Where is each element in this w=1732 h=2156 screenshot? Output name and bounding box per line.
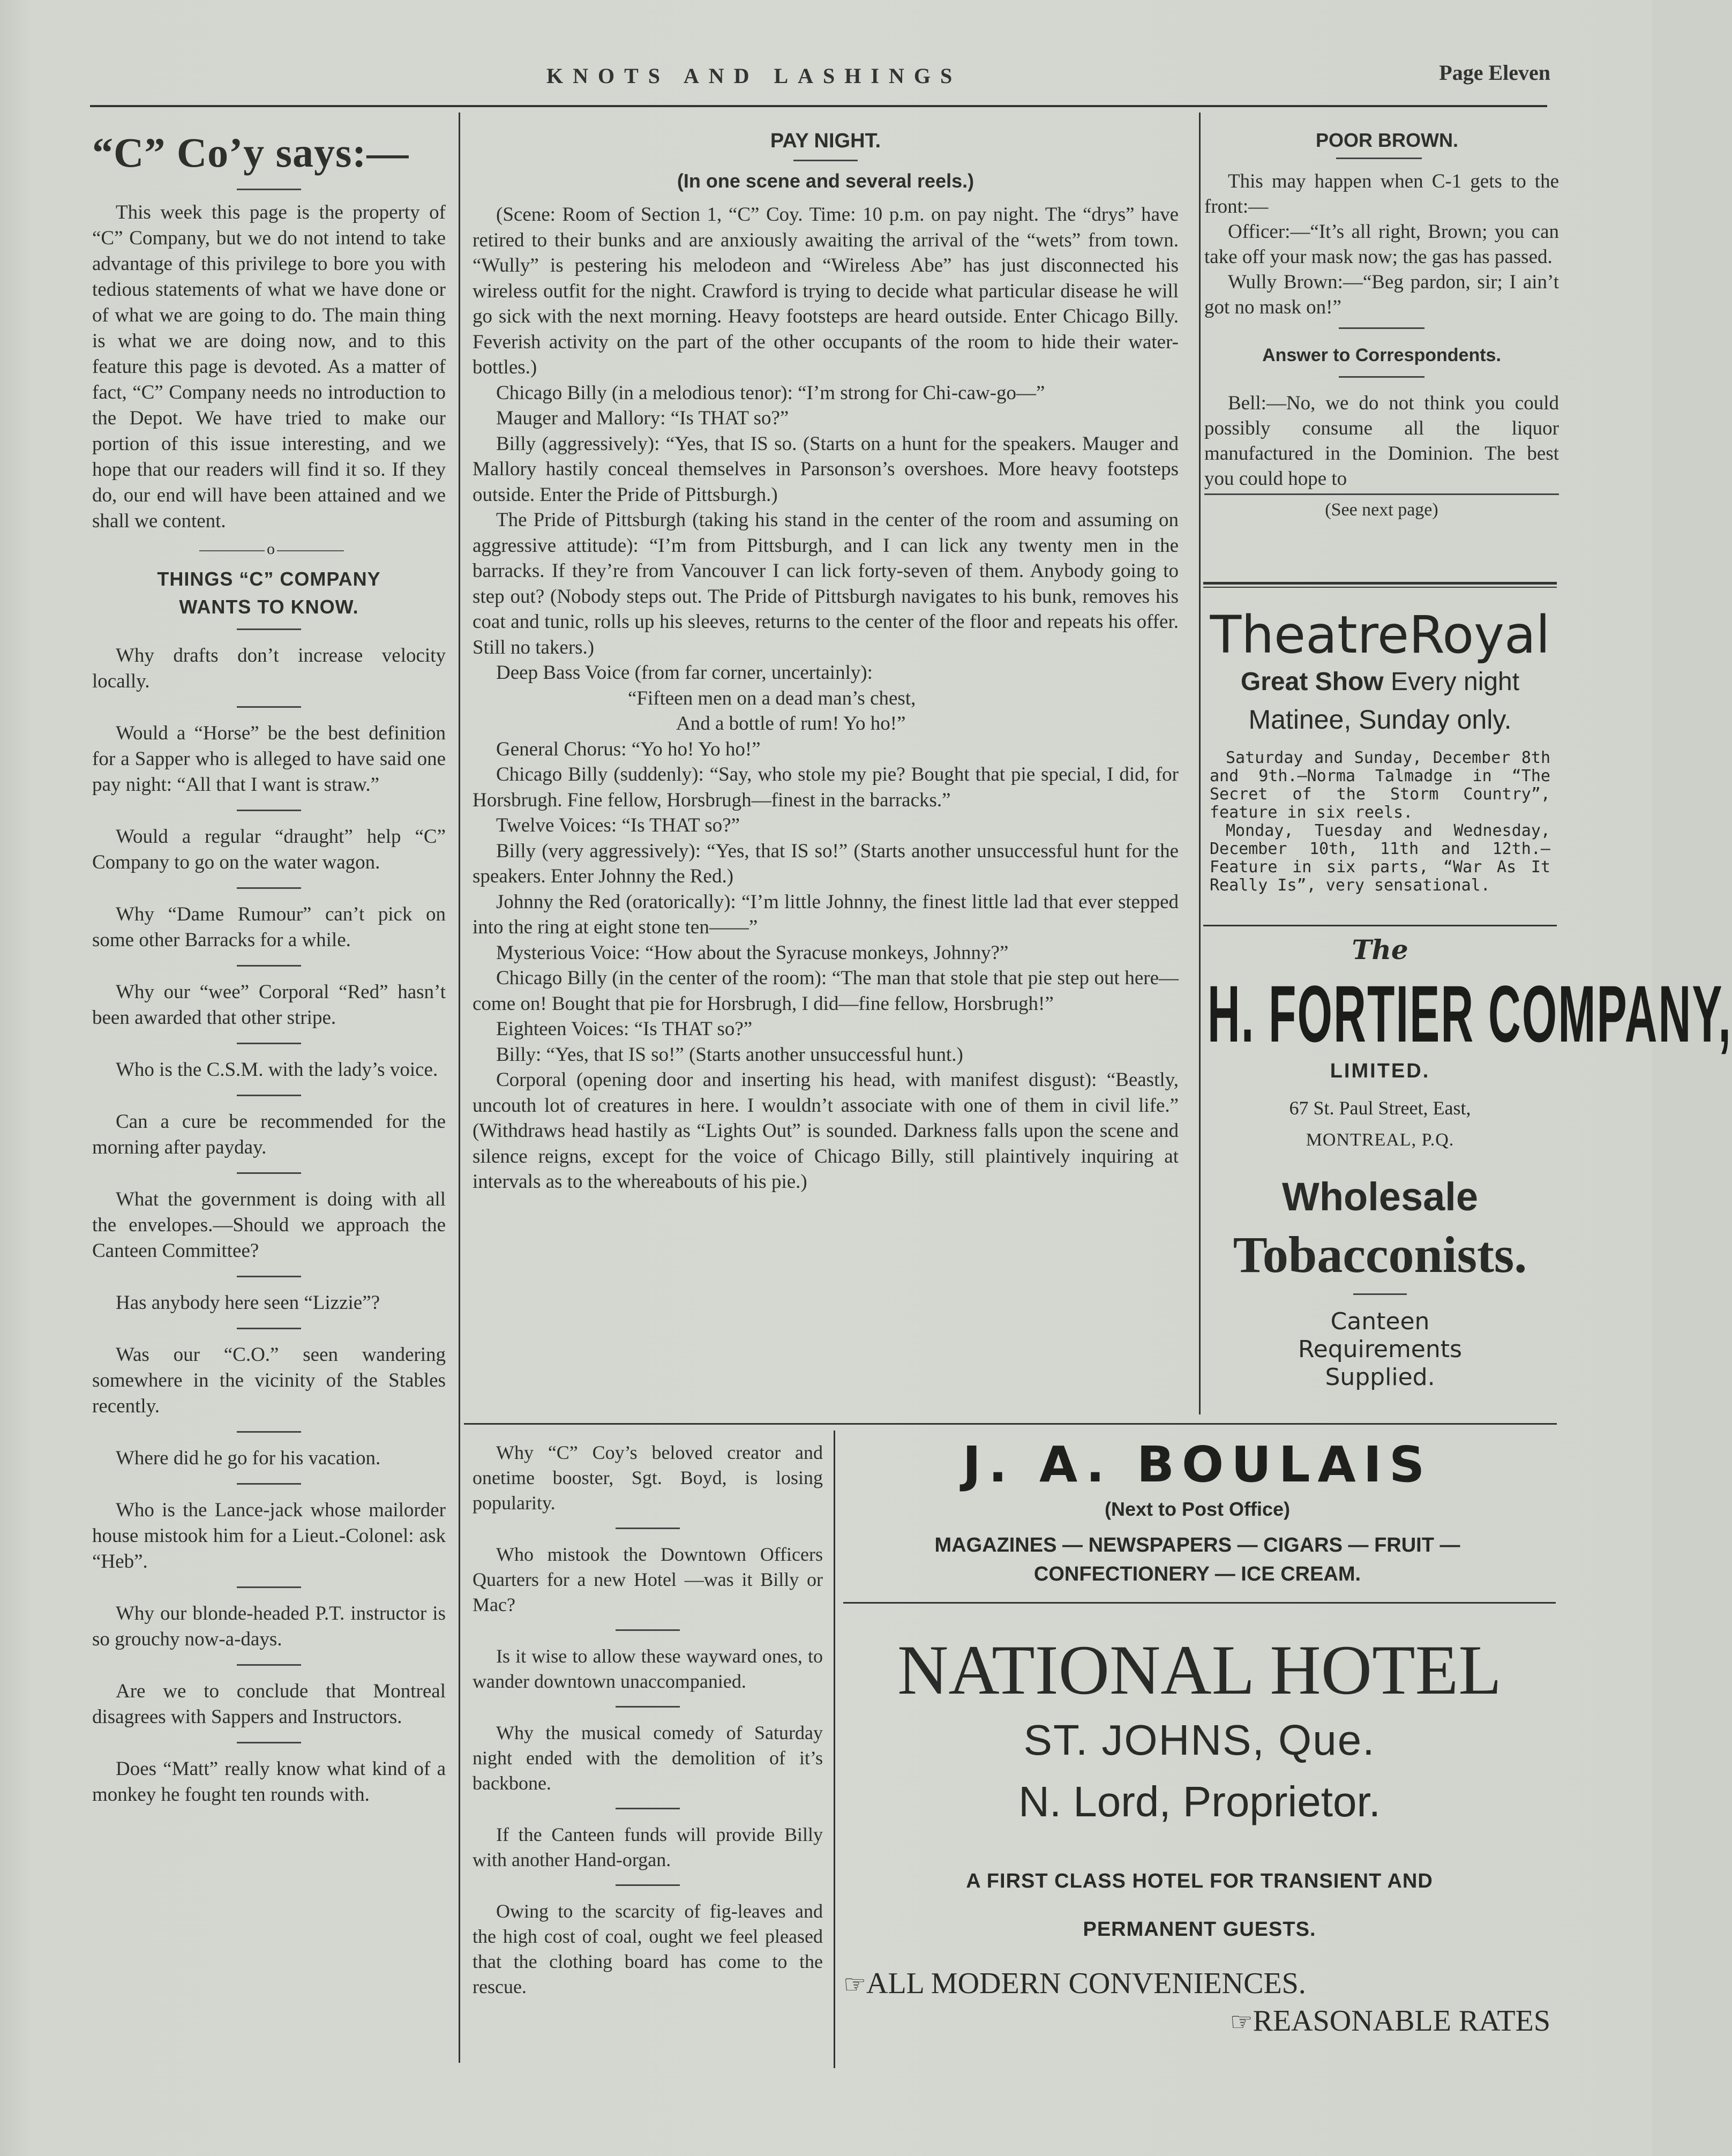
divider-mark: o [265, 536, 277, 562]
question-item: What the government is doing with all the envelopes.—Should we approach the Canteen Committee? [92, 1188, 446, 1262]
theatre-program: Monday, Tuesday and Wednesday, December 10th, 11th and 12th.—Feature in six parts, “War As It Really Is”, very sensational. [1210, 821, 1550, 895]
header-rule [90, 105, 1547, 107]
separator [237, 1172, 301, 1174]
poor-brown-title: POOR BROWN. [1316, 129, 1458, 151]
separator [237, 706, 301, 708]
separator [1339, 376, 1424, 378]
poor-brown-paragraph: This may happen when C-1 gets to the front:— [1204, 170, 1559, 218]
play-paragraph: Billy (very aggressively): “Yes, that IS so!” (Starts another unsuccessful hunt for the speakers. Enter Johnny the Red.) [473, 840, 1179, 887]
separator [237, 1483, 301, 1485]
separator [237, 1431, 301, 1433]
separator [237, 189, 301, 190]
canteen-line: Requirements [1298, 1336, 1462, 1363]
separator [237, 1276, 301, 1277]
o-divider [92, 538, 446, 560]
play-paragraph: Mysterious Voice: “How about the Syracuse monkeys, Johnny?” [496, 941, 1009, 964]
amenity-text: ALL MODERN CONVENIENCES. [866, 1967, 1306, 2000]
separator [616, 1808, 680, 1809]
boulais-location: (Next to Post Office) [1104, 1498, 1291, 1520]
boulais-name: J. A. BOULAIS [962, 1436, 1433, 1493]
separator [616, 1706, 680, 1708]
fortier-limited: LIMITED. [1330, 1060, 1430, 1082]
fortier-city: MONTREAL, P.Q. [1306, 1130, 1454, 1150]
poor-brown-paragraph: Wully Brown:—“Beg pardon, sir; I ain’t got no mask on!” [1204, 271, 1559, 318]
theatre-royal-ad [1203, 605, 1557, 895]
amenity-line-2 [843, 2002, 1556, 2041]
hotel-class: PERMANENT GUESTS. [1083, 1918, 1316, 1941]
left-column [92, 129, 446, 1820]
canteen-line: Supplied. [1325, 1364, 1435, 1391]
separator [237, 965, 301, 967]
question-item: Who is the C.S.M. with the lady’s voice. [116, 1059, 438, 1081]
play-paragraph: Mauger and Mallory: “Is THAT so?” [496, 407, 789, 429]
separator [237, 1043, 301, 1044]
great-show-line [1203, 664, 1557, 700]
separator [793, 160, 858, 161]
question-item: Why drafts don’t increase velocity locally. [92, 645, 446, 692]
question-item: Are we to conclude that Montreal disagrees with Sappers and Instructors. [92, 1680, 446, 1728]
play-paragraph: Twelve Voices: “Is THAT so?” [496, 814, 740, 836]
answer-paragraph: Bell:—No, we do not think you could possibly consume all the liquor manufactured in the Dominion. The best you could hope to [1204, 392, 1559, 490]
amenity-line-1 [843, 1966, 1556, 2002]
poor-brown-column [1199, 126, 1559, 522]
pointing-hand-icon: ☞ [1229, 2007, 1253, 2037]
amenity-text: REASONABLE RATES [1253, 2004, 1550, 2038]
play-paragraph: Corporal (opening door and inserting his head, with manifest disgust): “Beastly, uncouth lot of creatures in here. I wouldn’t associate with one of them in civil life.” (Withdraws head hastily as “Lights Out” is sounded. Darkness falls upon the scene and silence reigns, except for the voice of Chicago Billy, still plaintively inquiring at intervals as to the whereabouts of his pie.) [473, 1069, 1179, 1193]
question-item: Why the musical comedy of Saturday night ended with the demolition of it’s backbone. [473, 1722, 823, 1794]
separator [1353, 1293, 1407, 1295]
separator [237, 1586, 301, 1588]
question-item: Has anybody here seen “Lizzie”? [116, 1292, 380, 1314]
question-item: Does “Matt” really know what kind of a monkey he fought ten rounds with. [92, 1758, 446, 1806]
rule [843, 1602, 1556, 1604]
page-number: Page Eleven [1439, 61, 1550, 85]
play-paragraph: The Pride of Pittsburgh (taking his stand in the center of the room and assuming on aggressive attitude): “I’m from Pittsburgh, and I can lick any twenty men in the barracks. If they’re from Vancouver I can lick forty-seven of them. Anybody going to step out? (Nobody steps out. The Pride of Pittsburgh navigates to his bunk, removes his coat and tunic, rolls up his sleeves, returns to the center of the floor and repeats his offer. Still no takers.) [473, 509, 1179, 658]
separator [1339, 327, 1424, 329]
play-paragraph: Johnny the Red (oratorically): “I’m little Johnny, the finest little lad that ever stepped into the ring at eight stone ten——” [473, 890, 1179, 938]
fortier-address: 67 St. Paul Street, East, [1289, 1097, 1471, 1119]
intro-paragraph: This week this page is the property of “C” Company, but we do not intend to take advantage of this privilege to bore you with tedious statements of what we have done or of what we are going to do. The main thing is what we are doing now, and to this feature this page is devoted. As a matter of fact, “C” Company needs no introduction to the Depot. We have tried to make our portion of this issue interesting, and we hope that our readers will find it so. If they do, our end will have been attained and we shall we content. [92, 201, 446, 532]
play-paragraph: (Scene: Room of Section 1, “C” Coy. Time: 10 p.m. on pay night. The “drys” have retired to their bunks and are anxiously awaiting the arrival of the “wets” from town. “Wully” is pestering his melodeon and “Wireless Abe” has just disconnected his wireless outfit for the night. Crawford is trying to decide what particular disease he will go sick with the next morning. Heavy footsteps are heard outside. Enter Chicago Billy. Feverish activity on the part of the other occupants of the room to hide their water-bottles.) [473, 204, 1179, 378]
separator [237, 887, 301, 889]
canteen-line: Canteen [1330, 1308, 1430, 1335]
question-item: Where did he go for his vacation. [116, 1447, 381, 1469]
separator [616, 1629, 680, 1631]
play-paragraph: Chicago Billy (in a melodious tenor): “I’m strong for Chi-caw-go—” [496, 381, 1045, 404]
every-night: Every night [1383, 668, 1520, 696]
rule [1203, 925, 1557, 926]
separator [237, 1095, 301, 1096]
play-paragraph: Chicago Billy (suddenly): “Say, who stole my pie? Bought that pie special, I did, for Horsbrugh. Fine fellow, Horsbrugh—finest in the barracks.” [473, 763, 1179, 811]
rule [1203, 582, 1557, 585]
things-title-line-2: WANTS TO KNOW. [179, 596, 359, 618]
separator [237, 628, 301, 630]
things-title-line-1: THINGS “C” COMPANY [157, 568, 381, 590]
question-item: Why “Dame Rumour” can’t pick on some other Barracks for a while. [92, 903, 446, 951]
question-item: If the Canteen funds will provide Billy with another Hand-organ. [473, 1824, 823, 1870]
wholesale: Wholesale [1282, 1174, 1478, 1219]
question-item: Why “C” Coy’s beloved creator and onetime booster, Sgt. Boyd, is losing popularity. [473, 1442, 823, 1514]
boulais-goods: MAGAZINES — NEWSPAPERS — CIGARS — FRUIT — [934, 1534, 1460, 1556]
pay-night-title: PAY NIGHT. [770, 130, 881, 152]
separator [237, 810, 301, 811]
middle-lower-column [473, 1440, 823, 2011]
rule [1204, 493, 1559, 495]
song-line: “Fifteen men on a dead man’s chest, [628, 687, 916, 709]
column-rule-1 [459, 113, 460, 2063]
separator [237, 1742, 301, 1743]
boulais-ad [846, 1436, 1548, 1589]
question-item: Would a regular “draught” help “C” Company to go on the water wagon. [92, 826, 446, 873]
column-rule-3 [834, 1431, 835, 2068]
horizontal-rule-mid [464, 1423, 1557, 1425]
fortier-the: The [1352, 934, 1408, 965]
play-paragraph: Chicago Billy (in the center of the room): “The man that stole that pie step out here—come on! Bought that pie for Horsbrugh, I did—fine fellow, Horsbrugh!” [473, 967, 1179, 1015]
play-paragraph: Eighteen Voices: “Is THAT so?” [496, 1018, 753, 1040]
play-paragraph: General Chorus: “Yo ho! Yo ho!” [496, 738, 761, 760]
separator [1336, 158, 1422, 159]
separator [237, 1664, 301, 1666]
question-item: Why our “wee” Corporal “Red” hasn’t been awarded that other stripe. [92, 981, 446, 1029]
play-paragraph: Billy (aggressively): “Yes, that IS so. (Starts on a hunt for the speakers. Mauger and Mallory hastily conceal themselves in Parsonson’s overshoes. More heavy footsteps outside. Enter the Pride of Pittsburgh.) [473, 432, 1179, 506]
question-item: Who mistook the Downtown Officers Quarters for a new Hotel —was it Billy or Mac? [473, 1544, 823, 1615]
matinee-line: Matinee, Sunday only. [1248, 705, 1512, 735]
question-item: Was our “C.O.” seen wandering somewhere in the vicinity of the Stables recently. [92, 1344, 446, 1417]
see-next-page: (See next page) [1325, 500, 1438, 520]
question-item: Can a cure be recommended for the morning after payday. [92, 1111, 446, 1158]
answer-title: Answer to Correspondents. [1262, 345, 1501, 365]
separator [616, 1884, 680, 1886]
pay-night-column [473, 126, 1179, 1195]
pay-night-subtitle: (In one scene and several reels.) [677, 170, 974, 192]
question-item: Would a “Horse” be the best definition for a Sapper who is alleged to have said one pay night: “All that I want is straw.” [92, 722, 446, 796]
separator [616, 1528, 680, 1529]
rule [1203, 587, 1557, 588]
poor-brown-paragraph: Officer:—“It’s all right, Brown; you can take off your mask now; the gas has passed. [1204, 221, 1559, 268]
hotel-class: A FIRST CLASS HOTEL FOR TRANSIENT AND [966, 1870, 1433, 1892]
fortier-company-name: H. FORTIER COMPANY, [1208, 969, 1732, 1059]
question-item: Why our blonde-headed P.T. instructor is so grouchy now-a-days. [92, 1603, 446, 1650]
boulais-goods: CONFECTIONERY — ICE CREAM. [1033, 1563, 1361, 1585]
hotel-name: NATIONAL HOTEL [897, 1630, 1502, 1709]
song-line: And a bottle of rum! Yo ho!” [676, 713, 906, 735]
coy-says-heading: “C” Co’y says:— [92, 129, 409, 176]
national-hotel-ad [843, 1629, 1556, 2041]
play-paragraph: Billy: “Yes, that IS so!” (Starts another unsuccessful hunt.) [496, 1043, 963, 1066]
great-show: Great Show [1240, 668, 1384, 696]
question-item: Is it wise to allow these wayward ones, to wander downtown unaccompanied. [473, 1645, 823, 1692]
separator [237, 1328, 301, 1329]
play-paragraph: Deep Bass Voice (from far corner, uncertainly): [496, 662, 873, 684]
question-item: Who is the Lance-jack whose mailorder house mistook him for a Lieut.-Colonel: ask “Heb”. [92, 1499, 446, 1573]
fortier-ad [1203, 932, 1732, 1391]
question-item: Owing to the scarcity of fig-leaves and the high cost of coal, ought we feel pleased that the clothing board has come to the rescue. [473, 1900, 823, 1997]
theatre-program: Saturday and Sunday, December 8th and 9th.—Norma Talmadge in “The Secret of the Storm Country”, feature in six reels. [1210, 748, 1550, 822]
pointing-hand-icon: ☞ [843, 1970, 867, 2000]
hotel-owner: N. Lord, Proprietor. [1018, 1778, 1381, 1825]
tobacconists: Tobacconists. [1233, 1226, 1527, 1283]
hotel-city: ST. JOHNS, Que. [1023, 1716, 1376, 1764]
theatre-royal-name: TheatreRoyal [1210, 605, 1550, 665]
running-head: KNOTS AND LASHINGS [546, 64, 962, 88]
